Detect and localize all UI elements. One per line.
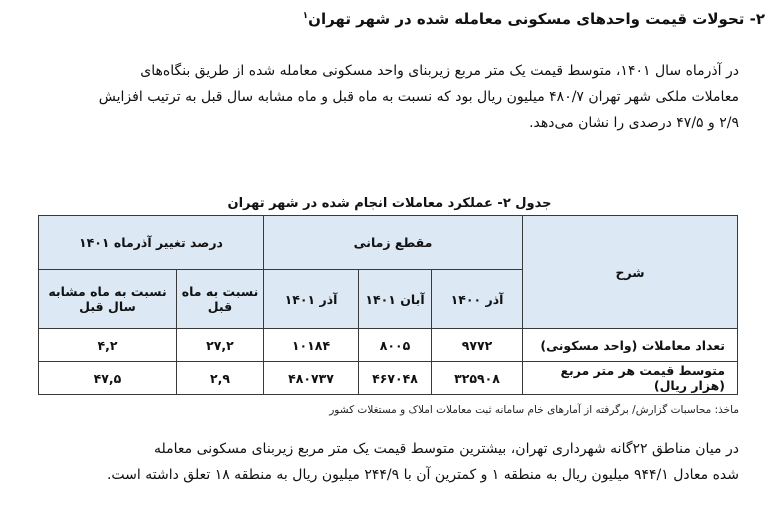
change-col-month: نسبت به ماه قبل	[177, 270, 264, 329]
table-row	[39, 329, 738, 362]
cell-change: ۴,۲	[39, 329, 177, 362]
period-col-2: آبان ۱۴۰۱	[359, 270, 432, 329]
cell-value: ۴۶۷۰۴۸	[359, 362, 432, 395]
period-col-1: آذر ۱۴۰۰	[432, 270, 523, 329]
description-header: شرح	[523, 216, 738, 329]
row-label: تعداد معاملات (واحد مسکونی)	[523, 329, 738, 362]
table-row	[39, 362, 738, 395]
cell-change: ۲,۹	[177, 362, 264, 395]
row-label: متوسط قیمت هر متر مربع (هزار ریال)	[523, 362, 738, 395]
intro-line-2: معاملات ملکی شهر تهران ۴۸۰/۷ میلیون ریال بود که نسبت به ماه قبل و ماه مشابه سال قبل به ترتیب افزایش	[98, 89, 739, 105]
heading-text: ۲- تحولات قیمت واحدهای مسکونی معامله شده در شهر تهران	[308, 10, 765, 28]
change-col-year: نسبت به ماه مشابه سال قبل	[39, 270, 177, 329]
intro-paragraph	[40, 58, 739, 136]
intro-line-1: در آذرماه سال ۱۴۰۱، متوسط قیمت یک متر مربع زیربنای واحد مسکونی معامله شده از طریق بنگاه‌های	[140, 63, 739, 79]
source-note: ماخذ: محاسبات گزارش/ برگرفته از آمارهای خام سامانه ثبت معاملات املاک و مستغلات کشور	[329, 404, 739, 416]
cell-value: ۸۰۰۵	[359, 329, 432, 362]
transactions-table	[38, 215, 738, 395]
section-heading	[303, 10, 765, 28]
footnote-mark: ۱	[302, 11, 309, 21]
cell-value: ۳۲۵۹۰۸	[432, 362, 523, 395]
regions-line-1: در میان مناطق ۲۲گانه شهرداری تهران، بیشترین متوسط قیمت یک متر مربع زیربنای مسکونی معامله	[154, 441, 739, 457]
cell-value: ۹۷۷۲	[432, 329, 523, 362]
table-title: جدول ۲- عملکرد معاملات انجام شده در شهر تهران	[227, 196, 552, 211]
period-col-3: آذر ۱۴۰۱	[264, 270, 359, 329]
change-header: درصد تغییر آذرماه ۱۴۰۱	[39, 216, 264, 270]
cell-change: ۲۷,۲	[177, 329, 264, 362]
cell-value: ۱۰۱۸۴	[264, 329, 359, 362]
regions-paragraph	[40, 436, 739, 488]
regions-line-2: شده معادل ۹۴۴/۱ میلیون ریال به منطقه ۱ و کمترین آن با ۲۴۴/۹ میلیون ریال به منطقه ۱۸ تعلق داشته است.	[106, 467, 739, 483]
period-header: مقطع زمانی	[264, 216, 523, 270]
cell-change: ۴۷,۵	[39, 362, 177, 395]
cell-value: ۴۸۰۷۳۷	[264, 362, 359, 395]
intro-line-3: ۲/۹ و ۴۷/۵ درصدی را نشان می‌دهد.	[529, 115, 739, 131]
